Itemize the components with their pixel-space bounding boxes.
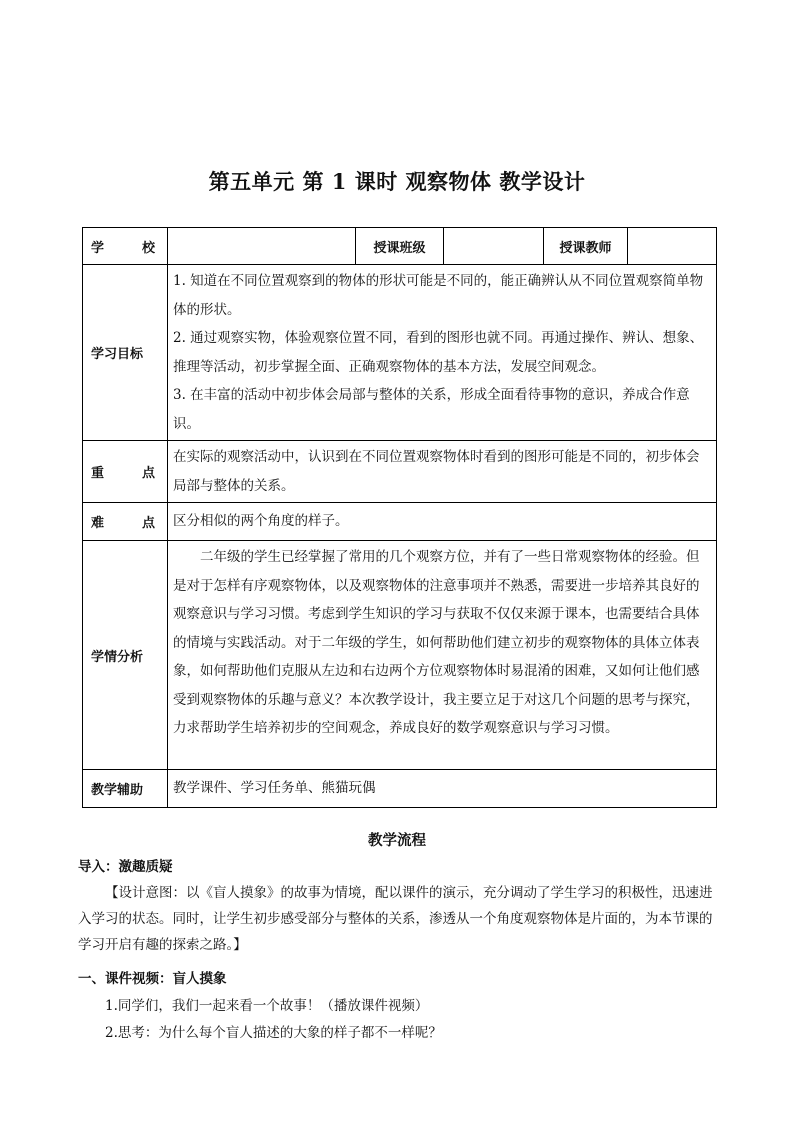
difficulty-text: 区分相似的两个角度的样子。 xyxy=(168,503,717,541)
key-point-label: 重 点 xyxy=(83,441,168,503)
class-label: 授课班级 xyxy=(356,228,444,265)
teacher-label: 授课教师 xyxy=(544,228,628,265)
analysis-label: 学情分析 xyxy=(83,541,168,770)
section1-heading: 一、课件视频：盲人摸象 xyxy=(78,971,227,987)
key-point-row xyxy=(83,441,717,503)
difficulty-row xyxy=(83,503,717,541)
aids-row xyxy=(83,770,717,808)
school-value xyxy=(168,228,356,265)
objective-item: 3. 在丰富的活动中初步体会局部与整体的关系，形成全面看待事物的意识，养成合作意识。 xyxy=(173,387,690,432)
key-point-text: 在实际的观察活动中，认识到在不同位置观察物体时看到的图形可能是不同的，初步体会局部与整体的关系。 xyxy=(168,441,717,503)
class-value xyxy=(444,228,544,265)
page-title: 第五单元 第 1 课时 观察物体 教学设计 xyxy=(208,169,586,194)
difficulty-label: 难 点 xyxy=(83,503,168,541)
lesson-info-table xyxy=(82,227,717,808)
objectives-label: 学习目标 xyxy=(83,265,168,441)
objective-item: 2. 通过观察实物，体验观察位置不同，看到的图形也就不同。再通过操作、辨认、想象、推理等活动，初步掌握全面、正确观察物体的基本方法，发展空间观念。 xyxy=(173,330,704,375)
step-1: 1.同学们，我们一起来看一个故事！（播放课件视频） xyxy=(105,998,429,1014)
aids-label: 教学辅助 xyxy=(83,770,168,808)
objective-item: 1. 知道在不同位置观察到的物体的形状可能是不同的，能正确辨认从不同位置观察简单物体的形状。 xyxy=(173,273,704,318)
school-label: 学 校 xyxy=(83,228,168,265)
intro-heading: 导入：激趣质疑 xyxy=(78,859,173,875)
step-2: 2.思考：为什么每个盲人描述的大象的样子都不一样呢？ xyxy=(105,1025,442,1041)
teacher-value xyxy=(628,228,717,265)
analysis-row xyxy=(83,541,717,770)
analysis-text: 二年级的学生已经掌握了常用的几个观察方位，并有了一些日常观察物体的经验。但是对于怎样有序观察物体，以及观察物体的注意事项并不熟悉，需要进一步培养其良好的观察意识与学习习惯。考虑到学生知识的学习与获取不仅仅来源于课本，也需要结合具体的情境与实践活动。对于二年级的学生，如何帮助他们建立初步的观察物体的具体立体表象，如何帮助他们克服从左边和右边两个方位观察物体时易混淆的困难，又如何让他们感受到观察物体的乐趣与意义？本次教学设计，我主要立足于对这几个问题的思考与探究，力求帮助学生培养初步的空间观念，养成良好的数学观察意识与学习习惯。 xyxy=(168,541,717,770)
header-row xyxy=(83,228,717,265)
objectives-cell xyxy=(168,265,717,441)
flow-title: 教学流程 xyxy=(368,832,426,849)
design-intent: 【设计意图：以《盲人摸象》的故事为情境，配以课件的演示，充分调动了学生学习的积极性，迅速进入学习的状态。同时，让学生初步感受部分与整体的关系，渗透从一个角度观察物体是片面的，为本节课的学习开启有趣的探索之路。】 xyxy=(78,885,713,953)
aids-text: 教学课件、学习任务单、熊猫玩偶 xyxy=(168,770,717,808)
objectives-row xyxy=(83,265,717,441)
